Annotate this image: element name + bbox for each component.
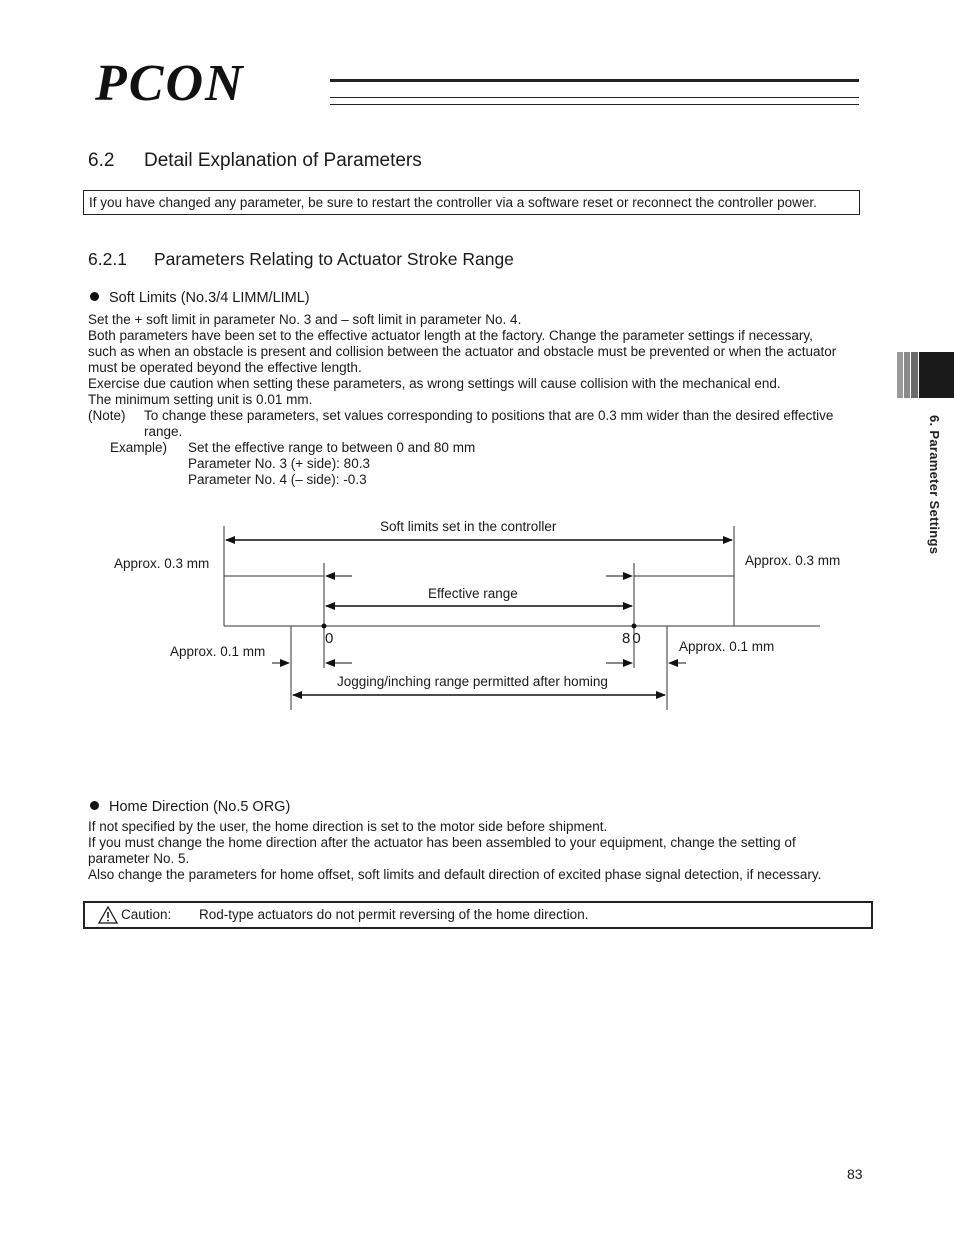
eighty-label: 80 [622,630,643,647]
body-line: Exercise due caution when setting these parameters, as wrong settings will cause collision with the mechanical end. [88,376,781,391]
home-direction-body [88,819,868,883]
subsection-heading [88,249,514,270]
home-direction-title: Home Direction (No.5 ORG) [109,799,291,815]
body-line: If you must change the home direction after the actuator has been assembled to your equipment, change the setting of [88,835,796,850]
note-line: range. [144,424,183,439]
effective-range-label: Effective range [428,586,518,601]
body-line: The minimum setting unit is 0.01 mm. [88,392,313,407]
soft-limits-label: Soft limits set in the controller [380,519,557,534]
section-heading [88,150,422,172]
approx03-left-label: Approx. 0.3 mm [114,556,210,571]
restart-notice: If you have changed any parameter, be sure to restart the controller via a software reset or reconnect the controller power. [83,190,860,215]
header-rule [330,79,859,82]
body-line: Both parameters have been set to the effective actuator length at the factory. Change the parameter settings if necessary, [88,328,813,343]
caution-text: Rod-type actuators do not permit reversing of the home direction. [199,907,589,922]
bullet-icon [90,801,99,810]
body-line: parameter No. 5. [88,851,190,866]
body-line: such as when an obstacle is present and collision between the actuator and obstacle must be prevented or when the actuator [88,344,837,359]
approx01-left-label: Approx. 0.1 mm [170,644,266,659]
example-line: Set the effective range to between 0 and 80 mm [188,440,476,455]
approx03-right-label: Approx. 0.3 mm [745,553,841,568]
body-line: Set the + soft limit in parameter No. 3 and – soft limit in parameter No. 4. [88,312,522,327]
chapter-tab [897,352,954,398]
zero-label: 0 [325,630,334,647]
stroke-range-diagram [0,500,954,720]
body-line: must be operated beyond the effective length. [88,360,362,375]
header-rule-bottom [330,104,859,105]
example-label: Example) [110,440,168,455]
jogging-label: Jogging/inching range permitted after homing [337,674,608,689]
note-label: (Note) [88,408,126,423]
note-text [144,408,874,440]
chapter-label: 6. Parameter Settings [927,415,942,555]
subsection-title: Parameters Relating to Actuator Stroke Range [154,249,514,269]
eighty-dot [632,624,637,629]
page-number: 83 [847,1166,863,1182]
section-title: Detail Explanation of Parameters [144,150,422,171]
home-direction-heading [88,799,290,815]
caution-box [83,901,873,929]
example-line: Parameter No. 4 (– side): -0.3 [188,472,367,487]
example-line: Parameter No. 3 (+ side): 80.3 [188,456,370,471]
pcon-logo: PCON [95,55,245,112]
soft-limits-heading [88,290,310,306]
zero-dot [322,624,327,629]
bullet-icon [90,292,99,301]
subsection-number: 6.2.1 [88,249,127,269]
note-line: To change these parameters, set values corresponding to positions that are 0.3 mm wider than the desired effective [144,408,834,423]
body-line: Also change the parameters for home offset, soft limits and default direction of excited phase signal detection, if necessary. [88,867,822,882]
caution-label: Caution: [121,907,172,922]
soft-limits-title: Soft Limits (No.3/4 LIMM/LIML) [109,290,310,306]
warning-icon [98,906,118,924]
section-number: 6.2 [88,150,115,171]
approx01-right-label: Approx. 0.1 mm [679,639,775,654]
header-rule-thin [330,97,859,98]
body-line: If not specified by the user, the home direction is set to the motor side before shipment. [88,819,608,834]
soft-limits-body [88,312,868,408]
example-text [188,440,475,488]
